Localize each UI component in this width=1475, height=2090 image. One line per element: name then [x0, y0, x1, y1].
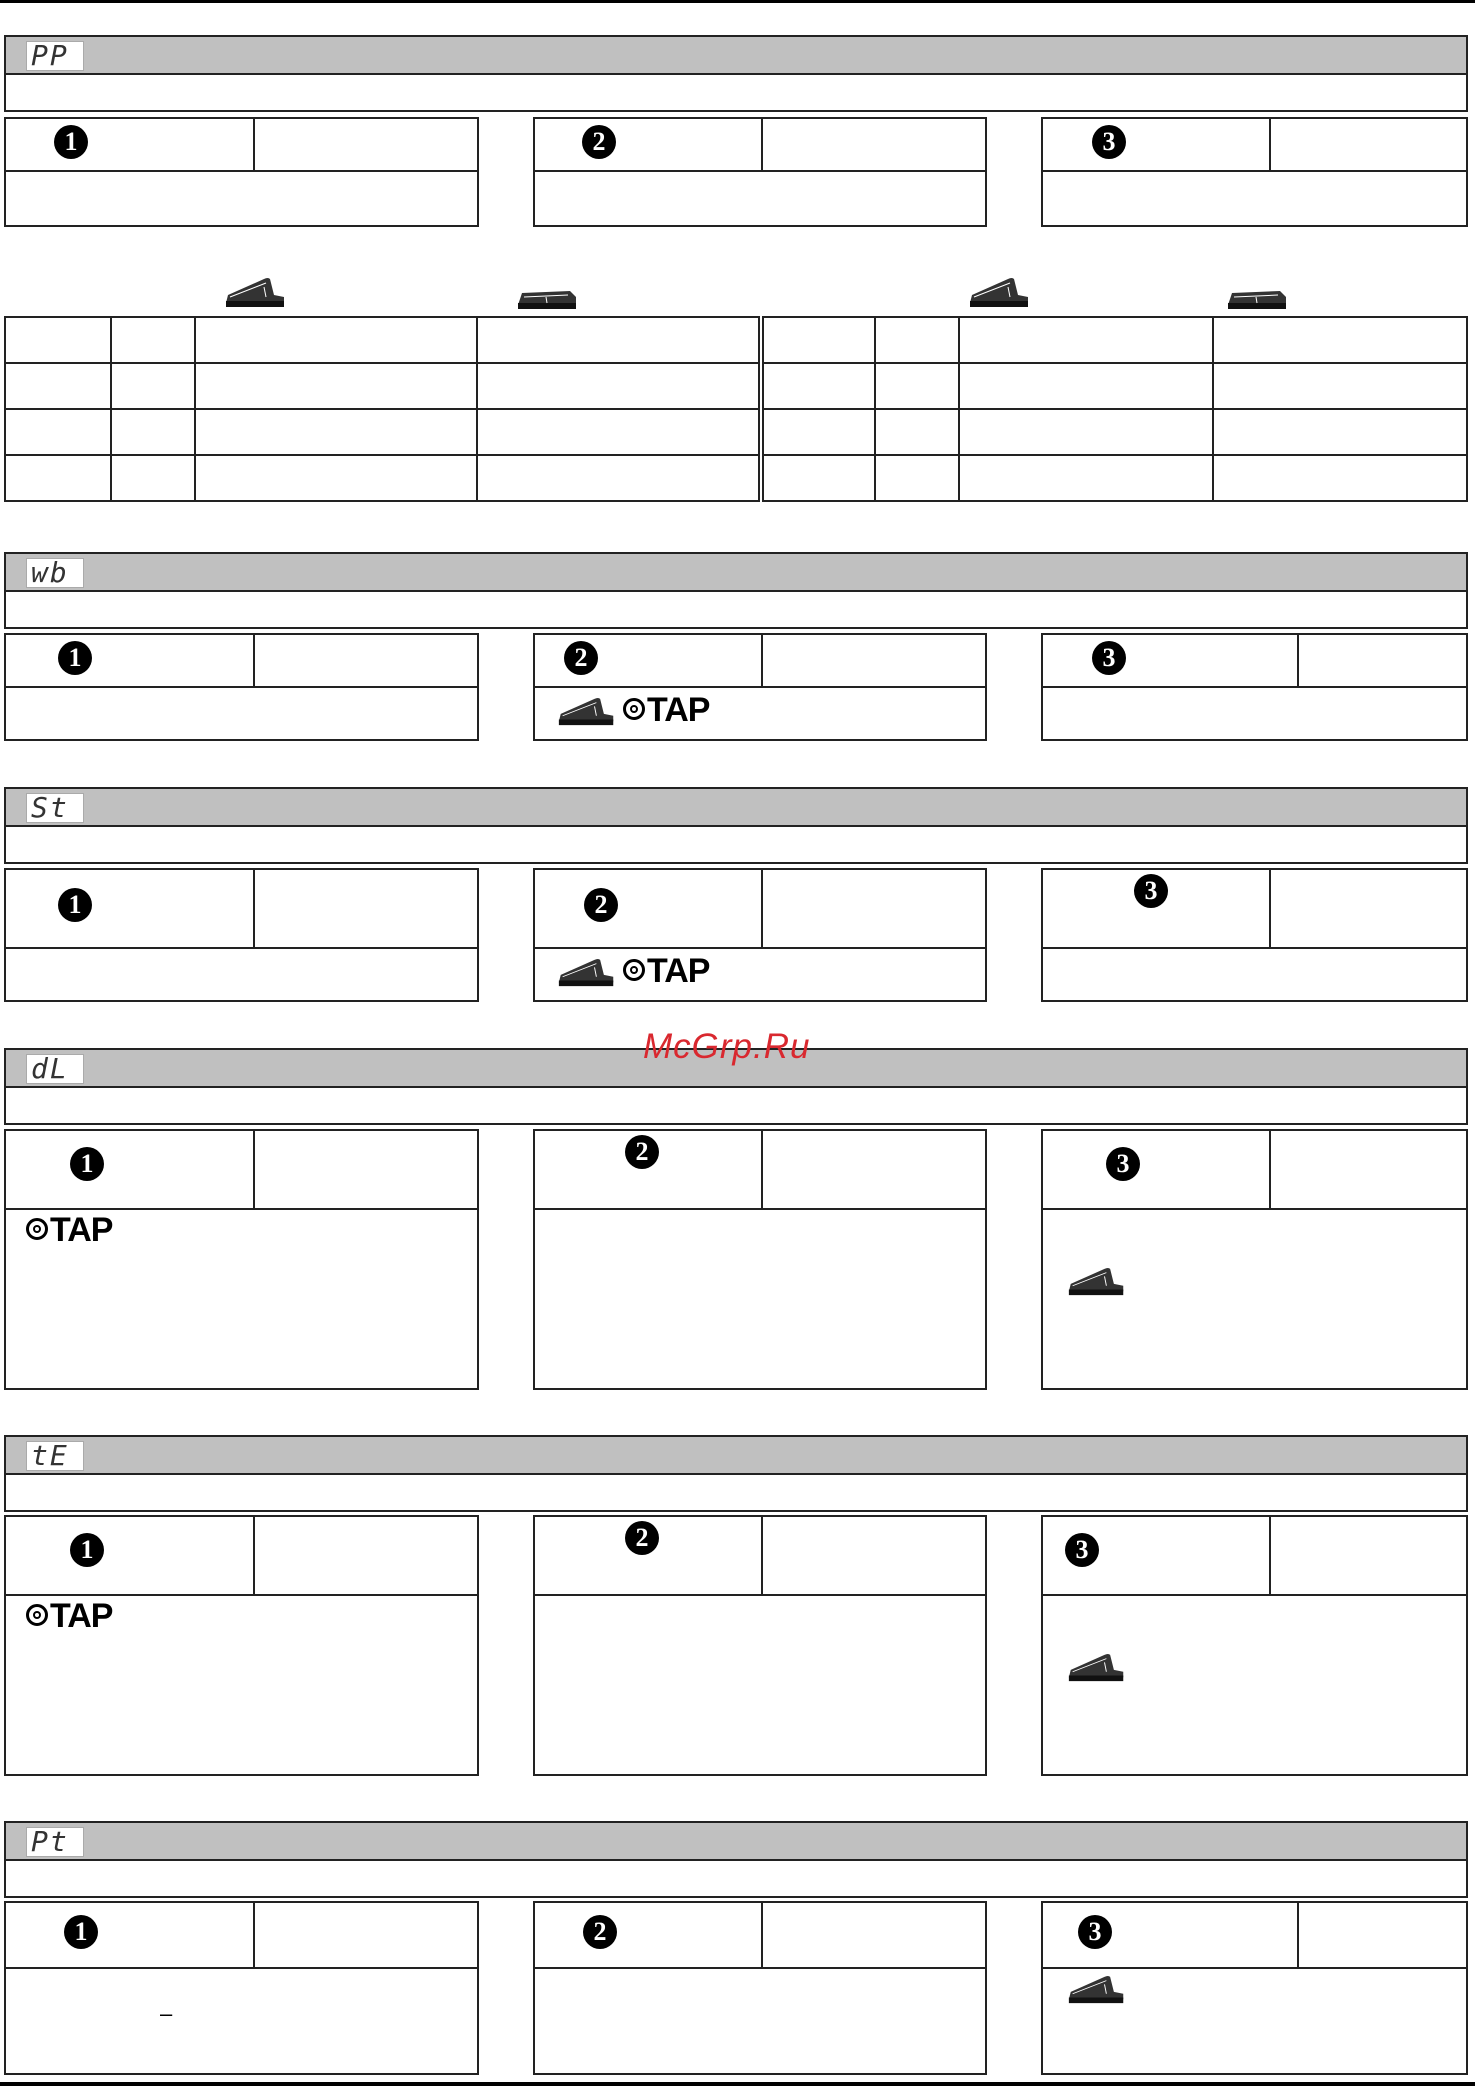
expression-pedal-raised-icon: [968, 277, 1032, 309]
param-box-3: [1041, 1901, 1468, 2075]
expression-pedal-raised-icon: [557, 958, 617, 988]
param-box-3: [1041, 868, 1468, 1002]
number-1-icon: 1: [70, 1147, 104, 1181]
pedal-table-right: [762, 316, 1468, 502]
section-description-wb: [4, 592, 1468, 629]
expression-pedal-raised-icon: [1067, 1267, 1127, 1297]
number-2-icon: 2: [625, 1135, 659, 1169]
expression-pedal-flat-icon: [1226, 283, 1290, 311]
param-box-1: [4, 1515, 479, 1776]
param-box-1: [4, 633, 479, 741]
lcd-label: [26, 1054, 84, 1084]
param-box-2: [533, 117, 987, 227]
number-1-icon: 1: [58, 888, 92, 922]
expression-pedal-flat-icon: [516, 283, 580, 311]
section-description-te: [4, 1475, 1468, 1512]
table-row: [763, 455, 1467, 501]
param-box-1: [4, 1129, 479, 1390]
number-3-icon: 3: [1092, 125, 1126, 159]
tap-label: TAP: [647, 952, 710, 990]
tap-icon: [26, 1213, 112, 1247]
top-rule: [0, 0, 1475, 3]
param-box-2: [533, 1901, 987, 2075]
number-3-icon: 3: [1065, 1533, 1099, 1567]
section-description-pt: [4, 1861, 1468, 1898]
lcd-text: Pt: [31, 1825, 69, 1858]
expression-pedal-raised-icon: [557, 697, 617, 727]
lcd-label: [26, 1441, 84, 1471]
watermark: McGrp.Ru: [643, 1027, 811, 1066]
pedal-table-left: [4, 316, 760, 502]
number-1-icon: 1: [58, 641, 92, 675]
section-header-te: [4, 1435, 1468, 1475]
tap-label: TAP: [647, 691, 710, 729]
number-3-icon: 3: [1134, 874, 1168, 908]
section-description-pp: [4, 75, 1468, 112]
section-description-st: [4, 827, 1468, 864]
section-header-pt: [4, 1821, 1468, 1861]
tap-icon: [623, 954, 709, 988]
section-header-wb: [4, 552, 1468, 592]
lcd-text: PP: [31, 39, 69, 72]
bottom-rule: [0, 2082, 1475, 2086]
table-row: [5, 409, 759, 455]
tap-icon: [26, 1599, 112, 1633]
table-row: [5, 317, 759, 363]
param-box-2: [533, 868, 987, 1002]
section-description-dl: [4, 1088, 1468, 1125]
lcd-label: [26, 558, 84, 588]
lcd-text: St: [31, 791, 69, 824]
table-row: [5, 455, 759, 501]
table-row: [5, 363, 759, 409]
lcd-text: wb: [31, 556, 69, 589]
param-box-3: [1041, 1515, 1468, 1776]
param-box-1: [4, 868, 479, 1002]
param-box-3: [1041, 633, 1468, 741]
table-row: [763, 317, 1467, 363]
tap-label: TAP: [50, 1211, 113, 1249]
param-box-2: [533, 1515, 987, 1776]
param-box-3: [1041, 1129, 1468, 1390]
table-row: [763, 363, 1467, 409]
number-2-icon: 2: [582, 125, 616, 159]
table-row: [763, 409, 1467, 455]
expression-pedal-raised-icon: [1067, 1653, 1127, 1683]
number-2-icon: 2: [564, 641, 598, 675]
number-1-icon: 1: [64, 1915, 98, 1949]
number-2-icon: 2: [584, 888, 618, 922]
tap-icon: [623, 693, 709, 727]
dash-mark: –: [160, 2001, 173, 2026]
lcd-text: tE: [31, 1439, 69, 1472]
param-box-2: [533, 633, 987, 741]
lcd-text: dL: [31, 1052, 69, 1085]
number-3-icon: 3: [1078, 1915, 1112, 1949]
expression-pedal-raised-icon: [1067, 1975, 1127, 2005]
number-3-icon: 3: [1092, 641, 1126, 675]
number-2-icon: 2: [625, 1521, 659, 1555]
param-box-1: [4, 1901, 479, 2075]
section-header-pp: [4, 35, 1468, 75]
number-1-icon: 1: [70, 1533, 104, 1567]
param-box-2: [533, 1129, 987, 1390]
param-box-3: [1041, 117, 1468, 227]
section-header-st: [4, 787, 1468, 827]
number-1-icon: 1: [54, 125, 88, 159]
tap-label: TAP: [50, 1597, 113, 1635]
lcd-label: [26, 1827, 84, 1857]
param-box-1: [4, 117, 479, 227]
expression-pedal-raised-icon: [224, 277, 288, 309]
number-2-icon: 2: [583, 1915, 617, 1949]
lcd-label: [26, 793, 84, 823]
lcd-label: [26, 41, 84, 71]
number-3-icon: 3: [1106, 1147, 1140, 1181]
